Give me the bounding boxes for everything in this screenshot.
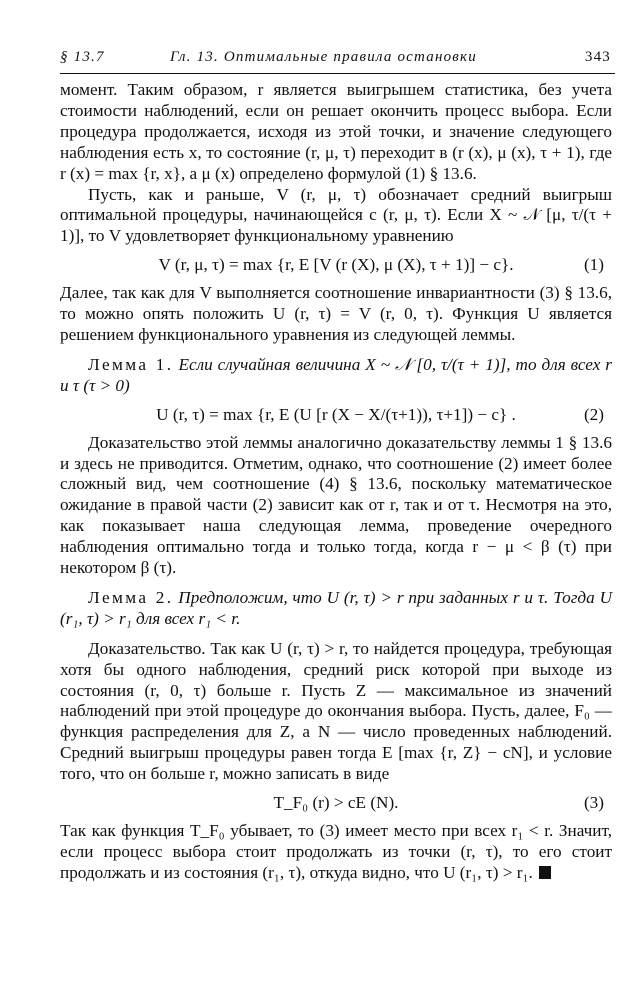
qed-square-icon (539, 866, 551, 879)
chapter-title: Гл. 13. Оптимальные правила остановки (170, 49, 477, 65)
paragraph-3: Далее, так как для V выполняется соотношение инвариантности (3) § 13.6, то можно опять положить U (r, τ) = V (r, 0, τ). Функция U является решением функционального уравнения из следующей леммы. (60, 283, 612, 344)
equation-1-number: (1) (583, 255, 604, 275)
lemma-1 (60, 355, 612, 397)
lemma-2 (60, 588, 612, 630)
running-header (60, 47, 615, 71)
page-body (60, 80, 612, 884)
section-number: § 13.7 (60, 49, 105, 65)
equation-2-body: U (r, τ) = max {r, E (U [r (X − X/(τ+1)), τ+1]) − c} . (156, 404, 516, 424)
paragraph-1: момент. Таким образом, r является выигрышем статистика, без учета стоимости наблюдений, если он решает окончить процесс выбора. Если процедура продолжается, исходя из этой точки, и значение следующего наблюдения есть x, то состояние (r, μ, τ) переходит в (r (x), μ (x), τ + 1), где r (x) = max {r, x}, а μ (x) определено формулой (1) § 13.6. (60, 80, 612, 183)
paragraph-6 (60, 821, 612, 884)
equation-1 (60, 255, 612, 276)
page-number: 343 (584, 49, 611, 65)
paragraph-5: Доказательство. Так как U (r, τ) > r, то найдется процедура, требующая хотя бы одного наблюдения, средний риск которой при выходе из состояния (r, 0, τ) больше r. Пусть Z — максимальное из значений наблюдений при этой процедуре до окончания выбора. Пусть, далее, F₀ — функция распределения для Z, а N — число проведенных наблюдений. Средний выигрыш процедуры равен тогда E [max {r, Z} − cN], и условие того, что он больше r, можно записать в виде (60, 638, 612, 784)
lemma-2-statement: Предположим, что U (r, τ) > r при заданных r и τ. Тогда U (r₁, τ) > r₁ для всех r₁ < r. (60, 587, 613, 628)
equation-2 (60, 405, 612, 426)
equation-1-body: V (r, μ, τ) = max {r, E [V (r (X), μ (X), τ + 1)] − c}. (158, 255, 514, 275)
paragraph-2: Пусть, как и раньше, V (r, μ, τ) обозначает средний выигрыш оптимальной процедуры, начинающейся с (r, μ, τ). Если X ~ 𝒩 [μ, τ/(τ + 1)], то V удовлетворяет функциональному уравнению (60, 184, 612, 246)
lemma-1-statement: Если случайная величина X ~ 𝒩 [0, τ/(τ + 1)], то для всех r и τ (τ > 0) (60, 354, 612, 395)
lemma-1-heading: Лемма 1. (88, 354, 174, 374)
paragraph-6-text: Так как функция T_F₀ убывает, то (3) имеет место при всех r₁ < r. Значит, если процесс выбора стоит продолжать из точки (r, τ), то его стоит продолжать и из состояния (r₁, τ), откуда видно, что U (r₁, τ) > r₁. (60, 821, 612, 882)
equation-3-body: T_F₀ (r) > cE (N). (273, 793, 399, 813)
paragraph-4: Доказательство этой леммы аналогично доказательству леммы 1 § 13.6 и здесь не приводится. Отметим, однако, что соотношение (2) имеет более сложный вид, чем соотношение (4) § 13.6, поскольку математическое ожидание в правой части (2) зависит как от r, так и от τ. Несмотря на это, как показывает наша следующая лемма, проведение очередного наблюдения оптимально тогда и только тогда, когда r − μ < β (τ) при некотором β (τ). (60, 432, 612, 578)
lemma-2-heading: Лемма 2. (88, 587, 174, 607)
header-rule (60, 73, 615, 74)
equation-3-number: (3) (583, 793, 604, 813)
equation-3 (60, 793, 612, 814)
equation-2-number: (2) (583, 404, 604, 424)
